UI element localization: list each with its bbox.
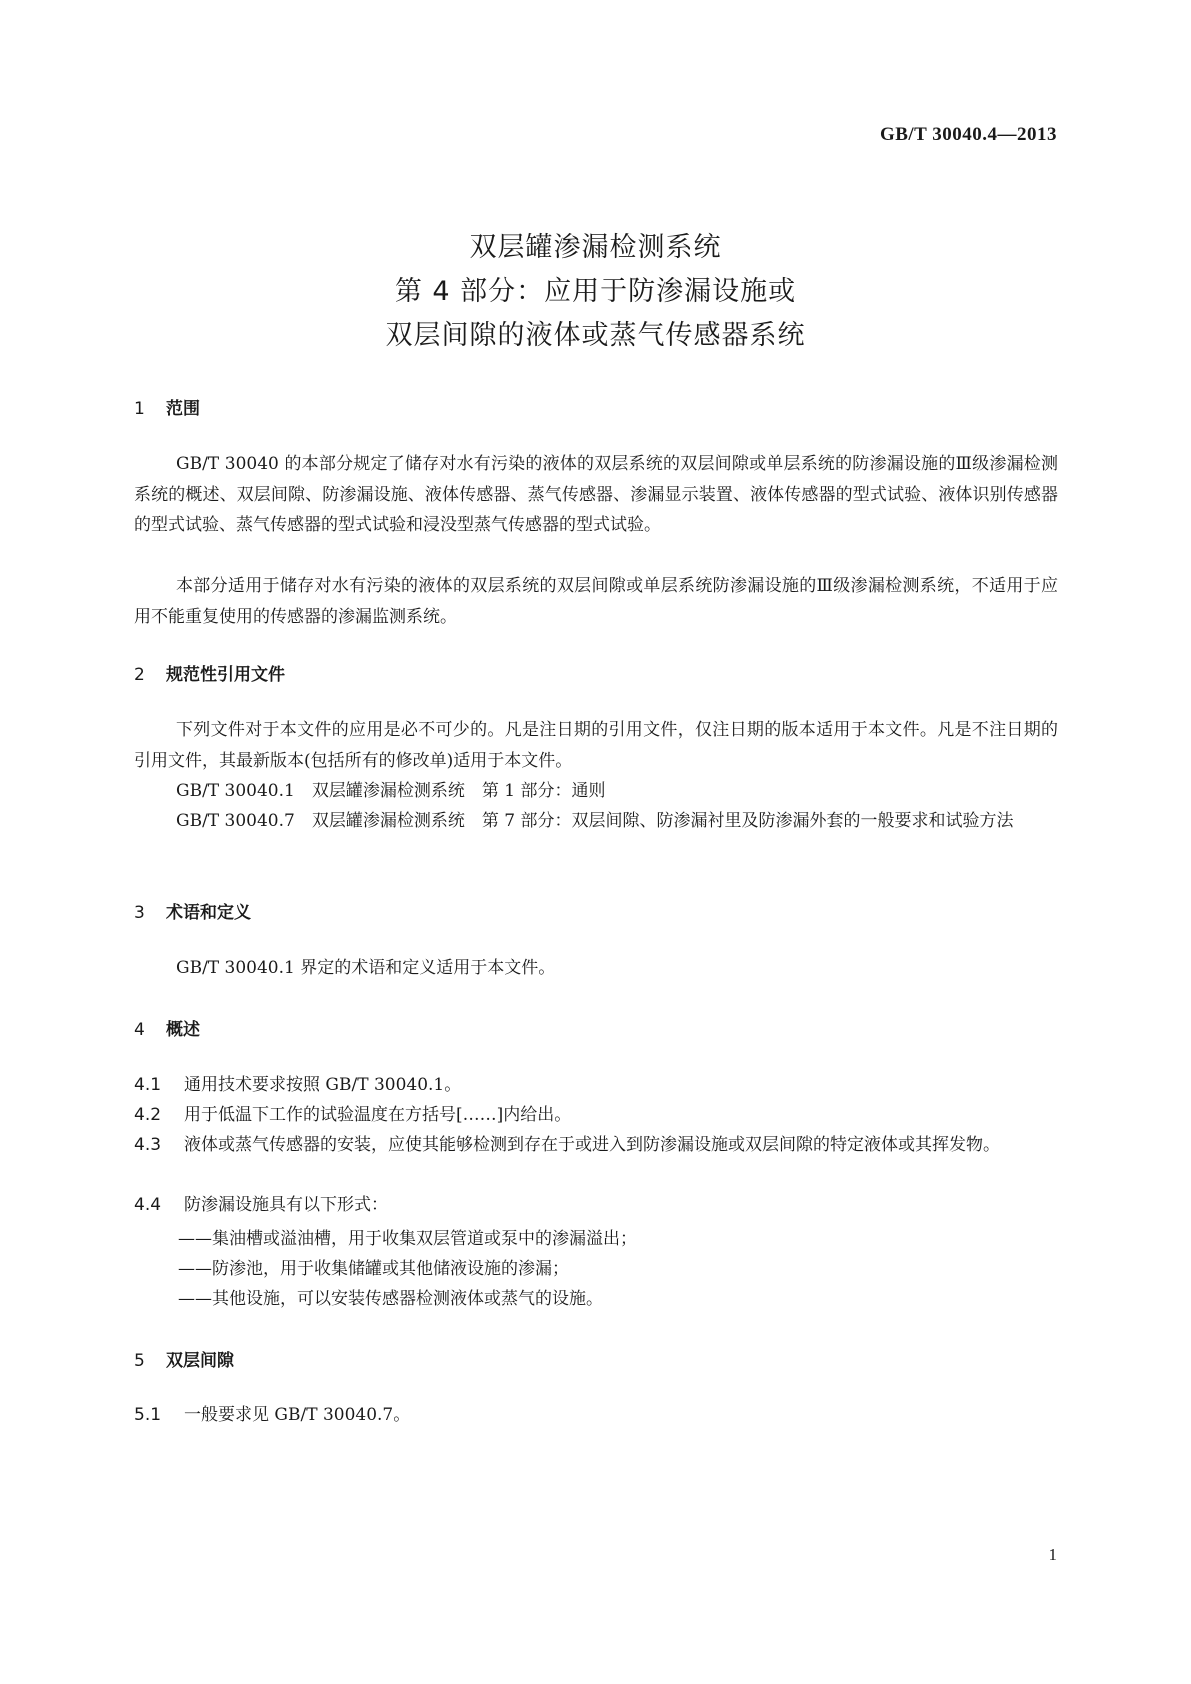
section-3-heading xyxy=(134,898,251,923)
section-4-heading xyxy=(134,1015,200,1040)
page-number: 1 xyxy=(1048,1545,1057,1564)
title-line-3: 双层间隙的液体或蒸气传感器系统 xyxy=(385,320,806,351)
section-1-paragraph-2: 本部分适用于储存对水有污染的液体的双层系统的双层间隙或单层系统防渗漏设施的Ⅲ级渗漏检测系统，不适用于应用不能重复使用的传感器的渗漏监测系统。 xyxy=(134,576,1058,627)
clause-number: 5.1 xyxy=(134,1405,162,1425)
clause-number: 4.4 xyxy=(134,1195,162,1215)
section-1-paragraph-1: GB/T 30040 的本部分规定了储存对水有污染的液体的双层系统的双层间隙或单层系统的防渗漏设施的Ⅲ级渗漏检测系统的概述、双层间隙、防渗漏设施、液体传感器、蒸气传感器、渗漏显示装置、液体传感器的型式试验、液体识别传感器的型式试验、蒸气传感器的型式试验和浸没型蒸气传感器的型式试验。 xyxy=(134,454,1058,535)
list-item: ——防渗池，用于收集储罐或其他储液设施的渗漏； xyxy=(178,1259,569,1279)
reference-code: GB/T 30040.7 xyxy=(176,811,295,831)
section-1-heading xyxy=(134,394,200,419)
title-line-1: 双层罐渗漏检测系统 xyxy=(469,232,722,263)
section-2-paragraph-1: 下列文件对于本文件的应用是必不可少的。凡是注日期的引用文件，仅注日期的版本适用于本文件。凡是不注日期的引用文件，其最新版本(包括所有的修改单)适用于本文件。 xyxy=(134,720,1058,771)
title-line-2: 第 4 部分：应用于防渗漏设施或 xyxy=(394,276,797,307)
section-number: 2 xyxy=(134,665,145,685)
list-item: ——其他设施，可以安装传感器检测液体或蒸气的设施。 xyxy=(178,1289,603,1309)
clause-4-3 xyxy=(134,1130,1058,1161)
reference-2 xyxy=(134,806,1058,837)
clause-number: 4.2 xyxy=(134,1105,162,1125)
clause-number: 4.1 xyxy=(134,1075,162,1095)
section-2-heading xyxy=(134,660,285,685)
clause-4-1 xyxy=(134,1070,1058,1101)
list-item: ——集油槽或溢油槽，用于收集双层管道或泵中的渗漏溢出； xyxy=(178,1229,637,1249)
clause-text: 液体或蒸气传感器的安装，应使其能够检测到存在于或进入到防渗漏设施或双层间隙的特定液体或其挥发物。 xyxy=(184,1135,1000,1155)
document-title xyxy=(0,226,1191,358)
clause-text: 一般要求见 GB/T 30040.7。 xyxy=(184,1405,411,1425)
section-5-heading xyxy=(134,1346,234,1371)
reference-1 xyxy=(134,776,1058,807)
section-title: 术语和定义 xyxy=(166,903,251,923)
clause-text: 通用技术要求按照 GB/T 30040.1。 xyxy=(184,1075,462,1095)
document-code: GB/T 30040.4—2013 xyxy=(879,124,1057,145)
clause-5-1 xyxy=(134,1400,1058,1431)
section-number: 1 xyxy=(134,399,145,419)
section-number: 5 xyxy=(134,1351,145,1371)
section-title: 规范性引用文件 xyxy=(166,665,285,685)
clause-number: 4.3 xyxy=(134,1135,162,1155)
section-title: 概述 xyxy=(166,1020,200,1040)
reference-title: 双层罐渗漏检测系统 第 1 部分：通则 xyxy=(311,781,606,801)
clause-text: 防渗漏设施具有以下形式： xyxy=(184,1195,388,1215)
reference-code: GB/T 30040.1 xyxy=(176,781,295,801)
section-3-paragraph-1: GB/T 30040.1 界定的术语和定义适用于本文件。 xyxy=(176,958,556,978)
section-title: 范围 xyxy=(166,399,200,419)
section-title: 双层间隙 xyxy=(166,1351,234,1371)
section-number: 3 xyxy=(134,903,145,923)
clause-4-4 xyxy=(134,1190,1058,1221)
clause-text: 用于低温下工作的试验温度在方括号[……]内给出。 xyxy=(184,1105,572,1125)
reference-title: 双层罐渗漏检测系统 第 7 部分：双层间隙、防渗漏衬里及防渗漏外套的一般要求和试验方法 xyxy=(311,811,1014,831)
clause-4-2 xyxy=(134,1100,1058,1131)
section-number: 4 xyxy=(134,1020,145,1040)
